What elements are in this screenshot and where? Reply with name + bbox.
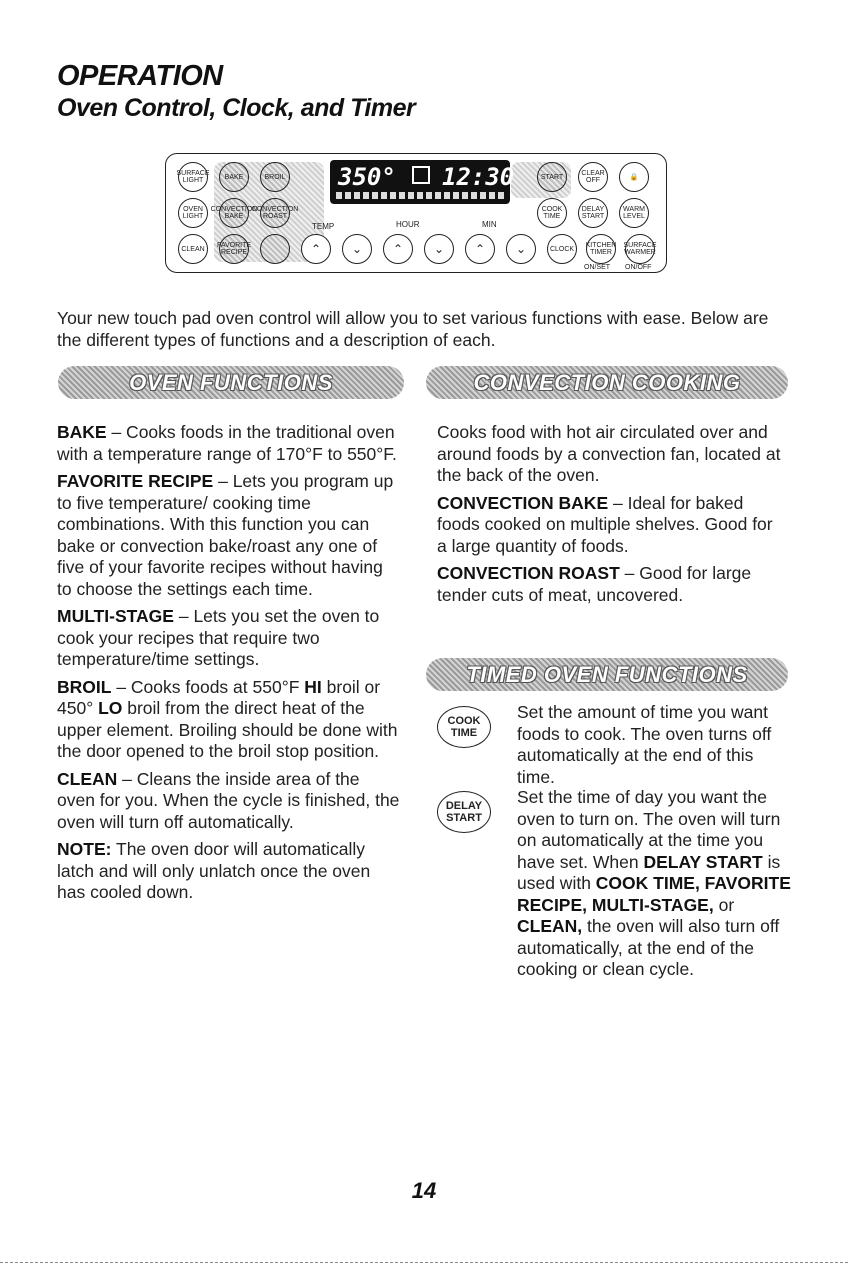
hour-down-button[interactable]: ⌄: [424, 234, 454, 264]
multi-stage-button[interactable]: [260, 234, 290, 264]
oven-light-button[interactable]: OVEN LIGHT: [178, 198, 208, 228]
clear-off-button[interactable]: CLEAR OFF: [578, 162, 608, 192]
warm-level-button[interactable]: WARM LEVEL: [619, 198, 649, 228]
display-oven-icon: [412, 166, 430, 184]
cook-time-description: Set the amount of time you want foods to cook. The oven turns off automatically at the end of this time.: [517, 702, 772, 787]
on-set-label: ON/SET: [584, 264, 611, 271]
hour-up-button[interactable]: ⌃: [383, 234, 413, 264]
clean-description: CLEAN – Cleans the inside area of the oven for you. When the cycle is finished, the oven will turn off automatically.: [57, 768, 400, 832]
display-indicator-strip: [336, 192, 504, 199]
delay-start-pad-icon: DELAY START: [437, 791, 491, 833]
display-time: 12:30: [442, 163, 515, 191]
oven-functions-title: OVEN FUNCTIONS: [129, 369, 333, 395]
clock-button[interactable]: CLOCK: [547, 234, 577, 264]
temp-down-button[interactable]: ⌄: [342, 234, 372, 264]
favorite-recipe-button[interactable]: FAVORITE RECIPE: [219, 234, 249, 264]
bottom-divider: [0, 1262, 848, 1263]
oven-display: [330, 160, 515, 204]
cook-time-pad-icon: COOK TIME: [437, 706, 491, 748]
lock-button[interactable]: 🔒: [619, 162, 649, 192]
convection-bake-button[interactable]: CONVECTION BAKE: [219, 198, 249, 228]
min-label: MIN: [482, 220, 497, 229]
page-subtitle: Oven Control, Clock, and Timer: [57, 94, 416, 122]
convection-bake-description: CONVECTION BAKE – Ideal for baked foods cooked on multiple shelves. Good for a large quantity of foods.: [437, 492, 773, 556]
page-title: OPERATION: [57, 60, 223, 92]
convection-cooking-banner: [426, 366, 788, 399]
control-panel-illustration: [165, 153, 667, 273]
temp-up-button[interactable]: ⌃: [301, 234, 331, 264]
convection-intro: Cooks food with hot air circulated over and around foods by a convection fan, located at the back of the oven.: [437, 422, 781, 485]
convection-roast-button[interactable]: CONVECTION ROAST: [260, 198, 290, 228]
display-temperature: 350°: [338, 163, 396, 191]
min-up-button[interactable]: ⌃: [465, 234, 495, 264]
timed-oven-functions-banner: [426, 658, 788, 691]
start-button[interactable]: START: [537, 162, 567, 192]
bake-description: BAKE – Cooks foods in the traditional oven with a temperature range of 170°F to 550°F.: [57, 422, 397, 464]
broil-description: BROIL – Cooks foods at 550°F HI broil or 450° LO broil from the direct heat of the upper element. Broiling should be done with the door opened to the broil stop position.: [57, 676, 398, 761]
clean-button[interactable]: CLEAN: [178, 234, 208, 264]
broil-button[interactable]: BROIL: [260, 162, 290, 192]
timed-oven-functions-title: TIMED OVEN FUNCTIONS: [466, 661, 748, 687]
delay-start-description: Set the time of day you want the oven to turn on. The oven will turn on automatically at the time you have set. When DELAY START is used with COOK TIME, FAVORITE RECIPE, MULTI-STAGE, or CLEAN, the oven will also turn off automatically, at the end of the cooking or clean cycle.: [517, 787, 791, 979]
temp-label: TEMP: [312, 222, 335, 231]
convection-cooking-title: CONVECTION COOKING: [473, 369, 741, 395]
hour-label: HOUR: [396, 220, 420, 229]
note-description: NOTE: The oven door will automatically latch and will only unlatch once the oven has cooled down.: [57, 839, 371, 902]
convection-roast-description: CONVECTION ROAST – Good for large tender cuts of meat, uncovered.: [437, 563, 752, 605]
surface-light-button[interactable]: SURFACE LIGHT: [178, 162, 208, 192]
surface-warmer-button[interactable]: SURFACE WARMER: [625, 234, 655, 264]
oven-functions-section: [57, 422, 402, 910]
intro-paragraph: Your new touch pad oven control will allow you to set various functions with ease. Below are the different types of functions and a description of each.: [57, 308, 769, 350]
multi-stage-description: MULTI-STAGE – Lets you set the oven to cook your recipes that require two temperature/time settings.: [57, 606, 380, 669]
on-off-label: ON/OFF: [625, 264, 652, 271]
kitchen-timer-button[interactable]: KITCHEN TIMER: [586, 234, 616, 264]
min-down-button[interactable]: ⌄: [506, 234, 536, 264]
favorite-recipe-description: FAVORITE RECIPE – Lets you program up to five temperature/ cooking time combinations. With this function you can bake or convection bake/roast any one of five of your favorite recipes without having to choose the settings each time.: [57, 471, 394, 599]
bake-button[interactable]: BAKE: [219, 162, 249, 192]
convection-section: [437, 422, 787, 612]
delay-start-button[interactable]: DELAY START: [578, 198, 608, 228]
page-number: 14: [411, 1178, 437, 1203]
oven-functions-banner: [58, 366, 404, 399]
cook-time-button[interactable]: COOK TIME: [537, 198, 567, 228]
